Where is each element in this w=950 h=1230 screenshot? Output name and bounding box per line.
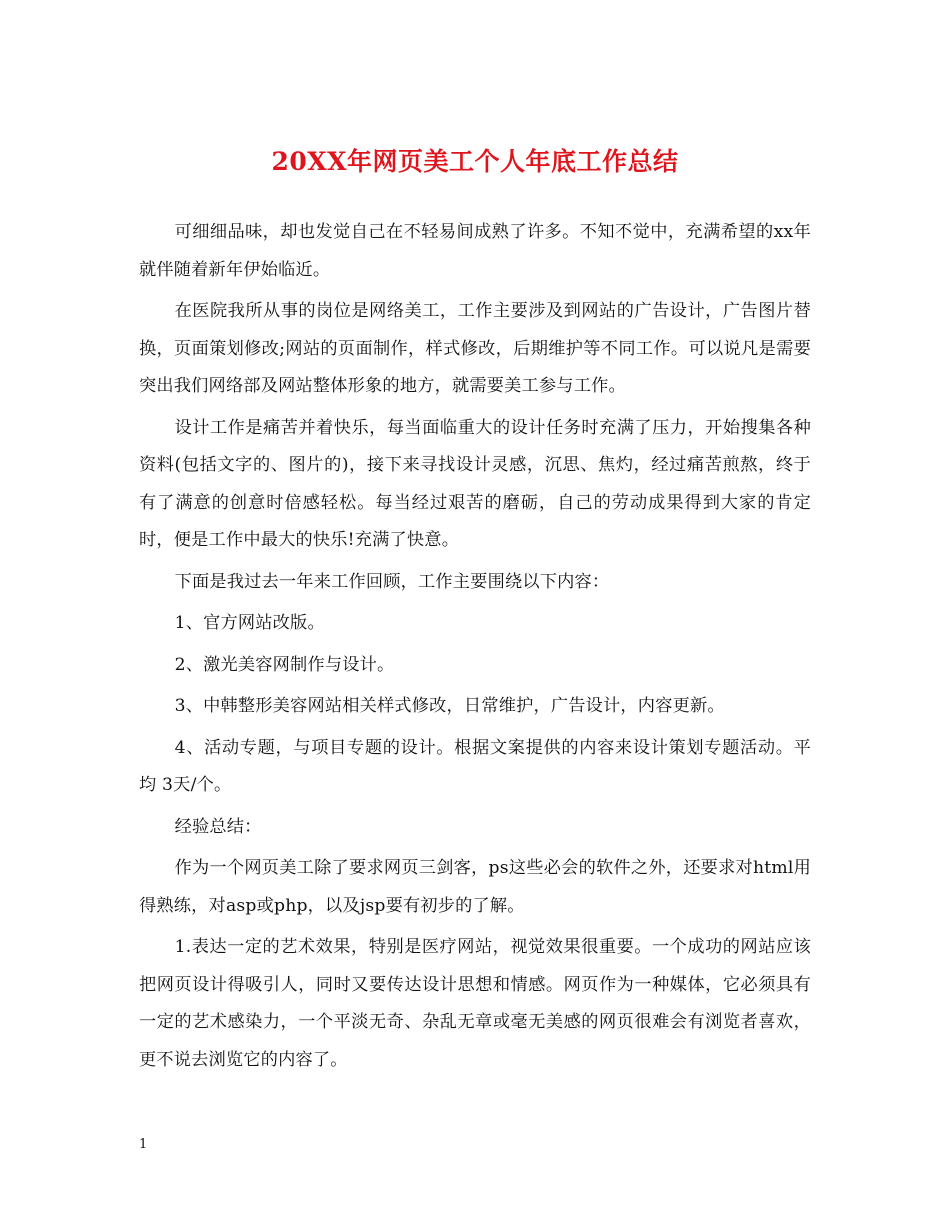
list-item: 2、激光美容网制作与设计。: [174, 654, 395, 675]
paragraph: 下面是我过去一年来工作回顾，工作主要围绕以下内容：: [174, 571, 610, 592]
paragraph: 设计工作是痛苦并着快乐，每当面临重大的设计任务时充满了压力，开始搜集各种资料(包括文字的、图片的)，接下来寻找设计灵感，沉思、焦灼，经过痛苦煎熬，终于有了满意的创意时倍感轻松。每当经过艰苦的磨砺，自己的劳动成果得到大家的肯定时，便是工作中最大的快乐!充满了快意。: [139, 417, 811, 550]
paragraph: 1.表达一定的艺术效果，特别是医疗网站，视觉效果很重要。一个成功的网站应该把网页设计得吸引人，同时又要传达设计思想和情感。网页作为一种媒体，它必须具有一定的艺术感染力，一个平淡无奇、杂乱无章或毫无美感的网页很难会有浏览者喜欢，更不说去浏览它的内容了。: [139, 937, 811, 1070]
list-item: 3、中韩整形美容网站相关样式修改，日常维护，广告设计，内容更新。: [174, 696, 725, 716]
document-title: 20XX年网页美工个人年底工作总结: [271, 147, 679, 176]
paragraph: 在医院我所从事的岗位是网络美工，工作主要涉及到网站的广告设计，广告图片替换，页面策划修改;网站的页面制作，样式修改，后期维护等不同工作。可以说凡是需要突出我们网络部及网站整体形象的地方，就需要美工参与工作。: [139, 301, 811, 396]
paragraph: 可细细品味，却也发觉自己在不轻易间成熟了许多。不知不觉中，充满希望的xx年就伴随着新年伊始临近。: [139, 222, 811, 280]
page-number: 1: [139, 1137, 148, 1152]
paragraph: 作为一个网页美工除了要求网页三剑客，ps这些必会的软件之外，还要求对html用得熟练，对asp或php，以及jsp要有初步的了解。: [139, 858, 811, 916]
list-item: 4、活动专题，与项目专题的设计。根据文案提供的内容来设计策划专题活动。平均 3天/个。: [139, 737, 811, 795]
list-item: 1、官方网站改版。: [174, 613, 325, 633]
section-heading: 经验总结：: [174, 816, 262, 837]
document-body: [139, 214, 811, 1083]
